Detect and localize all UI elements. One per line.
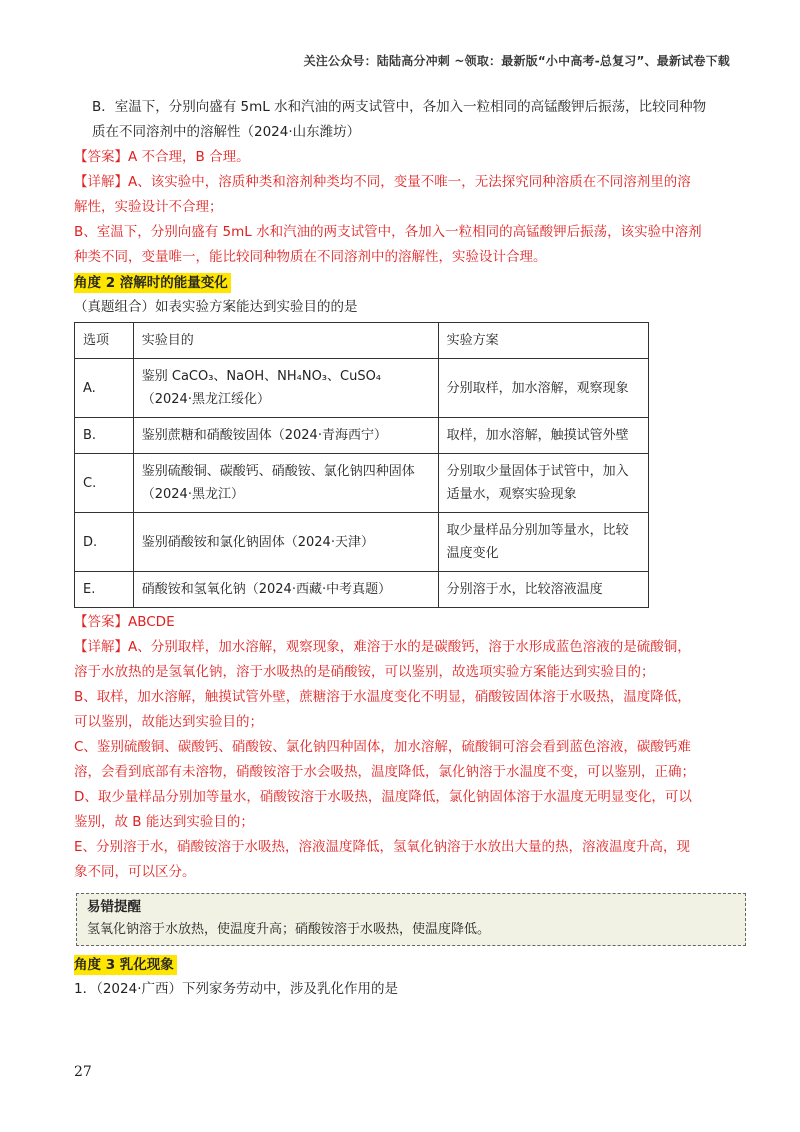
table-cell-option: D. [75, 513, 134, 572]
detail-1-line4: 种类不同，变量唯一，能比较同种物质在不同溶剂中的溶解性，实验设计合理。 [74, 249, 547, 265]
detail-2-line8: 鉴别，故 B 能达到实验目的； [74, 814, 254, 830]
table-cell-goal: 鉴别蔗糖和硝酸铵固体（2024·青海西宁） [133, 418, 438, 454]
table-cell-goal: 硝酸铵和氢氧化钠（2024·西藏·中考真题） [133, 572, 438, 608]
answer-1: 【答案】A 不合理，B 合理。 [74, 149, 250, 165]
table-cell-goal: 鉴别硫酸铜、碳酸钙、硝酸铵、氯化钠四种固体（2024·黑龙江） [133, 454, 438, 513]
table-header-option: 选项 [75, 323, 134, 359]
detail-2-line1: 【详解】A、分别取样，加水溶解，观察现象，难溶于水的是碳酸钙，溶于水形成蓝色溶液的是硫酸铜， [74, 639, 691, 655]
table-cell-plan: 分别取少量固体于试管中，加入适量水，观察实验现象 [438, 454, 648, 513]
table-cell-option: E. [75, 572, 134, 608]
page-header: 关注公众号：陆陆高分冲刺 ~领取：最新版“小中高考-总复习”、最新试卷下载 [303, 54, 730, 68]
detail-2-line3: B、取样，加水溶解，触摸试管外壁，蔗糖溶于水温度变化不明显，硝酸铵固体溶于水吸热，温度降低， [74, 689, 691, 705]
table-cell-plan: 分别取样，加水溶解，观察现象 [438, 359, 648, 418]
table-row [75, 418, 649, 454]
detail-1-line3: B、室温下，分别向盛有 5mL 水和汽油的两支试管中，各加入一粒相同的高锰酸钾后振荡，该实验中溶剂 [74, 224, 702, 240]
question-2: （真题组合）如表实验方案能达到实验目的的是 [74, 299, 358, 315]
detail-2-line2: 溶于水放热的是氢氧化钠，溶于水吸热的是硝酸铵，可以鉴别，故选项实验方案能达到实验目的； [74, 664, 655, 680]
table-cell-option: C. [75, 454, 134, 513]
question-b-line1: B．室温下，分别向盛有 5mL 水和汽油的两支试管中，各加入一粒相同的高锰酸钾后振荡，比较同种物 [92, 99, 707, 115]
page-number: 27 [74, 1064, 92, 1080]
tip-title: 易错提醒 [87, 899, 141, 915]
table-cell-option: B. [75, 418, 134, 454]
detail-2-line10: 象不同，可以区分。 [74, 864, 196, 880]
detail-2-line4: 可以鉴别，故能达到实验目的； [74, 714, 263, 730]
table-header-goal: 实验目的 [133, 323, 438, 359]
table-cell-goal: 鉴别硝酸铵和氯化钠固体（2024·天津） [133, 513, 438, 572]
table-row [75, 572, 649, 608]
detail-1-line2: 解性，实验设计不合理； [74, 199, 223, 215]
detail-1-line1: 【详解】A、该实验中，溶质种类和溶剂种类均不同，变量不唯一，无法探究同种溶质在不同溶剂里的溶 [74, 174, 691, 190]
table-cell-option: A. [75, 359, 134, 418]
table-row [75, 513, 649, 572]
table-row [75, 454, 649, 513]
table-cell-goal: 鉴别 CaCO₃、NaOH、NH₄NO₃、CuSO₄（2024·黑龙江绥化） [133, 359, 438, 418]
detail-2-line5: C、鉴别硫酸铜、碳酸钙、硝酸铵、氯化钠四种固体，加水溶解，硫酸铜可溶会看到蓝色溶液，碳酸钙难 [74, 739, 691, 755]
question-3: 1．（2024·广西）下列家务劳动中，涉及乳化作用的是 [74, 981, 398, 997]
table-header-plan: 实验方案 [438, 323, 648, 359]
table-cell-plan: 取样，加水溶解，触摸试管外壁 [438, 418, 648, 454]
section-2-title: 角度 2 溶解时的能量变化 [74, 273, 231, 293]
table-cell-plan: 取少量样品分别加等量水，比较温度变化 [438, 513, 648, 572]
table-cell-plan: 分别溶于水，比较溶液温度 [438, 572, 648, 608]
detail-2-line6: 溶，会看到底部有未溶物，硝酸铵溶于水会吸热，温度降低，氯化钠溶于水温度不变，可以鉴别，正确； [74, 764, 695, 780]
detail-2-line7: D、取少量样品分别加等量水，硝酸铵溶于水吸热，温度降低，氯化钠固体溶于水温度无明显变化，可以 [74, 789, 692, 805]
main-content [74, 95, 732, 1002]
answer-2: 【答案】ABCDE [74, 614, 175, 630]
detail-2-line9: E、分别溶于水，硝酸铵溶于水吸热，溶液温度降低，氢氧化钠溶于水放出大量的热，溶液温度升高，现 [74, 839, 691, 855]
section-3-title: 角度 3 乳化现象 [74, 955, 177, 975]
question-b-line2: 质在不同溶剂中的溶解性（2024·山东潍坊） [92, 124, 361, 140]
tip-box [76, 893, 746, 946]
table-row [75, 359, 649, 418]
table-header-row [75, 323, 649, 359]
tip-body: 氢氧化钠溶于水放热，使温度升高；硝酸铵溶于水吸热，使温度降低。 [87, 922, 491, 937]
experiment-table [74, 322, 649, 608]
